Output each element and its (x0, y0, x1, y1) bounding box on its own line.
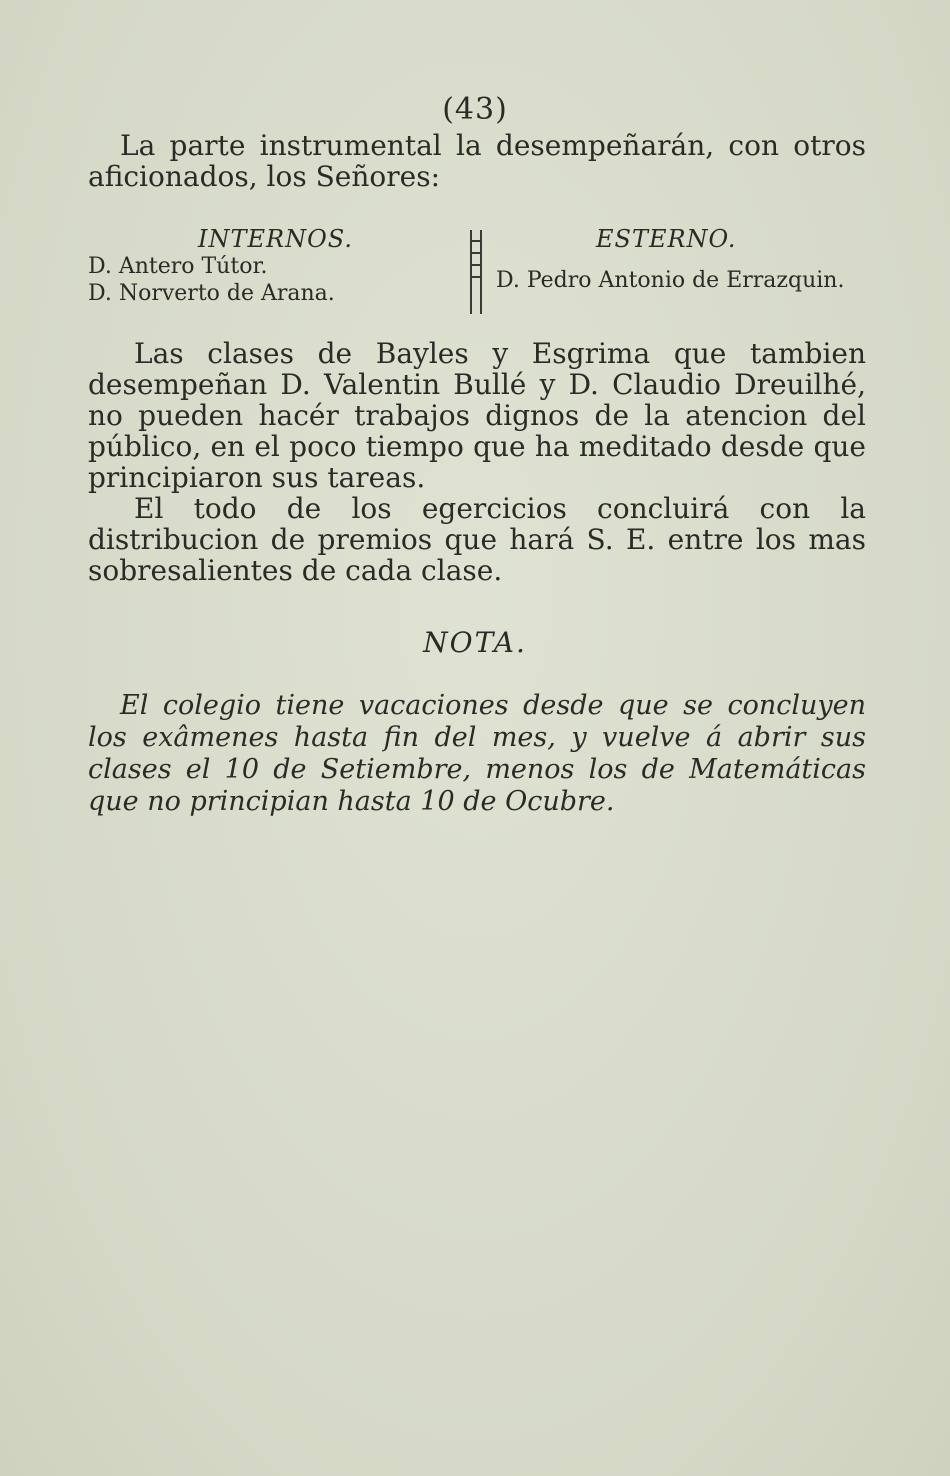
page-number: (43) (442, 92, 508, 127)
internos-name: D. Antero Tútor. (88, 254, 268, 279)
nota-text: El colegio tiene vacaciones desde que se concluyen los exâmenes hasta fin del mes, y vuelve á abrir sus clases el 10 de Setiembre, menos los de Matemáticas que no principian hasta 10 de Ocubre. (88, 690, 866, 817)
internos-name: D. Norverto de Arana. (88, 281, 335, 306)
esterno-column (496, 226, 868, 294)
nota-block (88, 690, 866, 818)
intro-paragraph (88, 130, 866, 192)
paragraph-premios: El todo de los egercicios concluirá con la distribucion de premios que hará S. E. entre los mas sobresalientes de cada clase. (88, 492, 866, 587)
esterno-name: D. Pedro Antonio de Errazquin. (496, 268, 845, 293)
esterno-heading: ESTERNO. (596, 225, 737, 253)
performers-table (88, 226, 866, 316)
internos-heading: INTERNOS. (198, 225, 353, 253)
internos-column (88, 226, 378, 307)
intro-line-2: aficionados, los Señores: (88, 160, 441, 193)
intro-line-1: La parte instrumental la desempeñarán, con otros (120, 129, 866, 162)
column-divider-ornament (470, 230, 482, 314)
body-text (88, 338, 866, 586)
nota-heading: NOTA. (423, 626, 527, 659)
paragraph-bayles: Las clases de Bayles y Esgrima que tambien desempeñan D. Valentin Bullé y D. Claudio Dreuilhé, no pueden hacér trabajos dignos de la atencion del público, en el poco tiempo que ha meditado desde que principiaron sus tareas. (88, 337, 866, 494)
